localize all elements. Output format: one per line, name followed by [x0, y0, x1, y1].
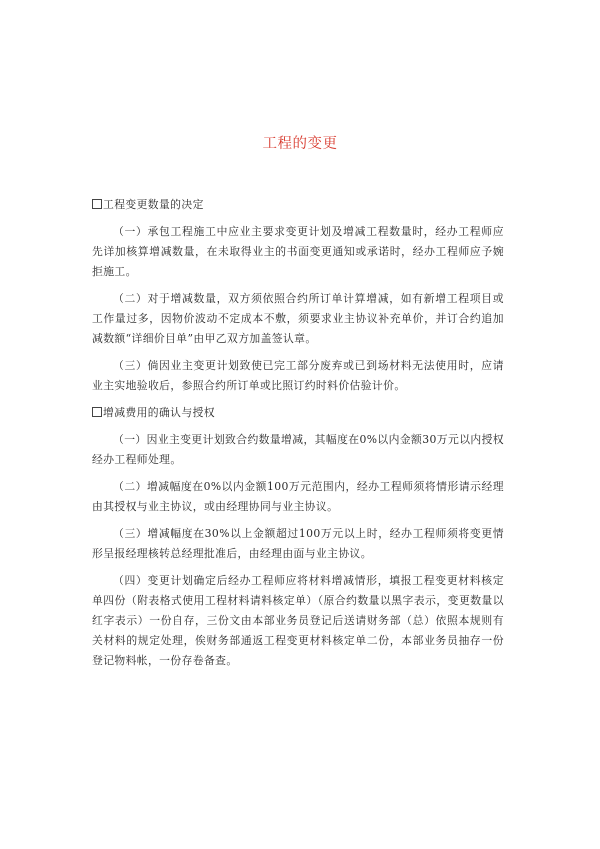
section-heading-text: 增减费用的确认与授权 [103, 406, 215, 419]
paragraph: （二）对于增减数量，双方须依照合约所订单计算增减，如有新增工程项目或工作量过多，因物价波动不定成本不敷，须要求业主协议补充单价，并订合约追加减数额“详细价目单”由甲乙双方加盖签认章。 [92, 292, 504, 345]
section-heading-text: 工程变更数量的决定 [103, 198, 204, 211]
paragraph: （一）因业主变更计划致合约数量增减，其幅度在0%以内金额30万元以内授权经办工程师处理。 [92, 433, 504, 466]
section-heading-quantity [92, 195, 504, 215]
paragraph: （四）变更计划确定后经办工程师应将材料增减情形，填报工程变更材料核定单四份（附表格式使用工程材料请料核定单）（原合约数量以黑字表示，变更数量以红字表示）一份自存，三份文由本部业务员登记后送请财务部（总）依照本规则有关材料的规定处理，俟财务部通返工程变更材料核定单二份，本部业务员抽存一份登记物料帐，一份存卷备查。 [92, 574, 504, 667]
section-heading-authorization [92, 403, 504, 423]
paragraph: （二）增减幅度在0%以内金额100万元范围内，经办工程师须将情形请示经理由其授权与业主协议，或由经理协同与业主协议。 [92, 480, 504, 513]
paragraph: （三）增减幅度在30%以上金额超过100万元以上时，经办工程师须将变更情形呈报经理核转总经理批准后，由经理由面与业主协议。 [92, 527, 504, 560]
paragraph: （一）承包工程施工中应业主要求变更计划及增减工程数量时，经办工程师应先详加核算增减数量，在未取得业主的书面变更通知或承诺时，经办工程师应予婉拒施工。 [92, 225, 504, 278]
document-body [92, 195, 504, 678]
checkbox-bullet-icon [92, 199, 102, 209]
document-title: 工程的变更 [262, 136, 338, 152]
checkbox-bullet-icon [92, 407, 102, 417]
paragraph: （三）倘因业主变更计划致使已完工部分废弃或已到场材料无法使用时，应请业主实地验收后，参照合约所订单或比照订约时料价估验计价。 [92, 359, 504, 392]
